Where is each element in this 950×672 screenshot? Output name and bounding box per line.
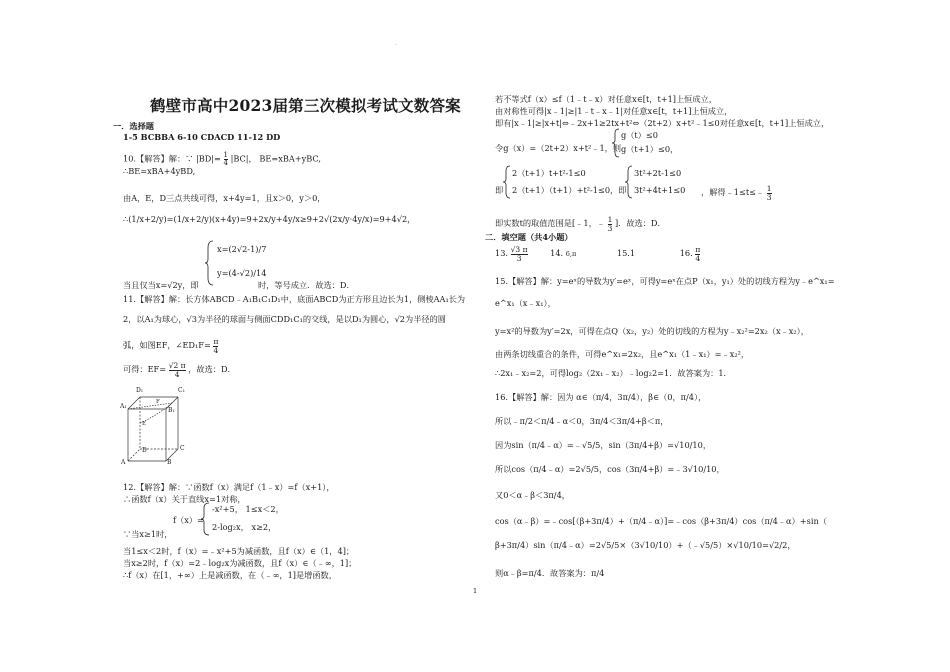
- q16-line2: 所以﹣π/2＜π/4﹣α＜0，3π/4＜3π/4+β＜π，: [495, 416, 669, 426]
- fill-15-answer: 15.1: [616, 248, 636, 258]
- fill-16-label: 16.: [679, 248, 693, 258]
- q12-line5: 当x≥2时，f（x）=2﹣log₂x为减函数，且f（x）∈（﹣∞，1]；: [123, 558, 357, 568]
- q16-line7: β+3π/4）sin（π/4﹣α）=2√5/5×（3√10/10）+（﹣√5/5）×√10/10=√2/2，: [495, 540, 796, 550]
- q11-frac-root2pi-4: $\frac{√2 \pi}{4}$: [168, 361, 186, 379]
- page-number: 1: [473, 587, 478, 595]
- q12-line4: 当1≤x＜2时，f（x）=﹣x²+5为减函数，且f（x）∈（1，4]；: [123, 546, 355, 556]
- q15-line1: 15.【解答】解：y=eˣ的导数为y′=eˣ，可得y=eˣ在点P（x₁，y₁）处的切线方程为y﹣e^x₁=: [495, 276, 835, 286]
- label-c1: C₁: [178, 387, 185, 394]
- label-c: C: [180, 445, 185, 452]
- q12c-s2a: 3t²+2t-1≤0: [634, 168, 682, 178]
- q15-line4: 由两条切线重合的条件，可得e^x₁=2x₂，且e^x₁（1﹣x₁）=﹣x₂²，: [495, 349, 750, 359]
- q10-line3: 由A，E，D三点共线可得，x+4y=1，且x＞0，y＞0，: [123, 193, 326, 203]
- q12-line1: 12.【解答】解：∵函数f（x）满足f（1﹣x）=f（x+1），: [123, 482, 335, 492]
- left-brace-icon: [503, 165, 511, 199]
- label-b: B: [167, 459, 172, 466]
- right-column: [475, 0, 950, 672]
- q12-line2: ∴函数f（x）关于直线x=1对称，: [123, 494, 246, 504]
- q12c-s1a: 2（t+1）t+t²-1≤0: [512, 168, 586, 178]
- q12c-s2b: 3t²+4t+1≤0: [634, 185, 686, 195]
- q16-line4: 所以cos（π/4﹣α）=2√5/5，cos（3π/4+β）=﹣3√10/10，: [495, 464, 725, 474]
- q12c-g2: g（t+1）≤0，: [621, 144, 679, 154]
- q12c-line2: 由对称性可得|x﹣1|≥|1﹣t﹣x﹣1|对任意x∈[t，t+1]上恒成立，: [495, 106, 733, 116]
- q12c-frac-1-3: $\frac{1}{3}$: [766, 184, 772, 202]
- q16-line1: 16.【解答】解：因为 α∈（π/4，3π/4），β∈（0，π/4），: [495, 392, 707, 402]
- q15-line5: ∴2x₁﹣x₂=2，可得log₂（2x₁﹣x₂）﹣log₂2=1．故答案为：1．: [495, 368, 732, 378]
- cuboid-diagram: [118, 387, 196, 469]
- q10-be: BE=xBA+yBC,: [259, 153, 321, 164]
- q15-line2: e^x₁（x﹣x₁），: [495, 298, 556, 308]
- left-brace-icon: [625, 165, 633, 199]
- q12c-g1: g（t）≤0: [621, 130, 658, 140]
- section-heading-choice: 一．选择题: [113, 121, 154, 131]
- label-a1: A₁: [120, 403, 127, 410]
- label-a: A: [121, 459, 126, 466]
- q10-intro: 10.【解答】解：∵: [123, 153, 194, 164]
- section-heading-fill: 二．填空题（共4小题）: [485, 232, 573, 242]
- page-title: 鹤壁市高中2023届第三次模拟考试文数答案: [150, 96, 461, 115]
- q16-line6: cos（α﹣β）=﹣cos[（β+3π/4）+（π/4﹣α）]=﹣cos（β+3π/4）cos（π/4﹣α）+sin（: [495, 516, 827, 526]
- label-f: F: [156, 399, 160, 405]
- q12-fx: f（x）=: [173, 515, 204, 525]
- fill-answers: [495, 246, 700, 262]
- q11-choice: ，故选：D．: [188, 364, 236, 374]
- q12c-line3: 即有|x﹣1|≥|x+t|⇔﹣2x+1≥2tx+t²⇔（2t+2）x+t²﹣1≤0对任意x∈[t，t+1]上恒成立，: [495, 118, 830, 128]
- q12-line3: ∵当x≥1时，: [123, 529, 173, 539]
- top-mark: .: [395, 40, 397, 47]
- label-e: E: [142, 421, 147, 427]
- left-brace-icon: [612, 128, 620, 158]
- label-b1: B₁: [168, 407, 175, 414]
- label-d1: D₁: [136, 387, 144, 394]
- q12-piece1: -x²+5， 1≤x＜2，: [212, 504, 284, 514]
- q12c-solve: ，解得﹣1≤t≤﹣: [701, 187, 765, 197]
- q11-line2: 2，以A₁为球心，√3为半径的球面与侧面CDD₁C₁的交线，是以D₁为圆心，√2为半径的圆: [123, 314, 446, 324]
- q10-line2: ∴BE=xBA+4yBD,: [123, 166, 196, 176]
- q12-line6: ∴f（x）在[1，+∞）上是减函数，在（﹣∞，1]是增函数，: [123, 570, 337, 580]
- q12c-choice: ]．故选：D．: [614, 218, 666, 228]
- q10-line1: [123, 152, 321, 167]
- choice-answers: 1-5 BCBBA 6-10 CDACD 11-12 DD: [123, 132, 281, 142]
- left-brace-icon: [205, 240, 215, 286]
- q11-result: 可得：EF=: [123, 364, 167, 374]
- q12c-line5a: 即: [495, 185, 504, 195]
- q16-line8: 则α﹣β=π/4．故答案为：π/4: [495, 568, 605, 578]
- fill-13-label: 13.: [495, 248, 509, 258]
- q12c-frac-1-3b: $\frac{1}{3}$: [607, 215, 613, 233]
- q10-line5a: 当且仅当x=√2y，即: [123, 280, 199, 290]
- fill-13-answer: $\frac{√3 \pi}{3}$: [510, 245, 528, 263]
- fill-14-answer: 6,π: [565, 250, 577, 258]
- q12-piece2: 2-log₂x， x≥2，: [212, 522, 277, 532]
- q11-line1: 11.【解答】解：长方体ABCD﹣A₁B₁C₁D₁中，底面ABCD为正方形且边长为1，侧棱AA₁长为: [123, 294, 466, 304]
- q10-line5b: 时，等号成立．故选：D．: [258, 280, 355, 290]
- q12c-line6: [495, 216, 666, 232]
- q12c-line5c: [701, 185, 772, 201]
- fill-14-label: 14.: [550, 248, 564, 258]
- q16-line3: 因为sin（π/4﹣α）=﹣√5/5，sin（3π/4+β）=√10/10，: [495, 440, 712, 450]
- q10-bc: |BC|，: [230, 153, 257, 164]
- q12c-s1b: 2（t+1）（t+1）+t²-1≤0: [512, 185, 611, 195]
- q12c-range: 即实数t的取值范围是[﹣1，﹣: [495, 218, 605, 228]
- q11-arc-text: 弧，如图EF，∠ED₁F=: [123, 340, 211, 350]
- q11-frac-pi-4: $\frac{\pi}{4}$: [213, 337, 219, 355]
- q10-sys-y: y=(4-√2)/14: [217, 268, 267, 278]
- q10-bd: |BD|=: [195, 153, 221, 164]
- q16-line5: 又0＜α﹣β＜3π/4，: [495, 490, 570, 500]
- q10-frac-1-4: $\frac{1}{4}$: [223, 151, 228, 167]
- left-brace-icon: [201, 502, 211, 536]
- q12c-line1: 若不等式f（x）≤f（1﹣t﹣x）对任意x∈[t，t+1]上恒成立，: [495, 94, 717, 104]
- q11-line4: [123, 362, 236, 378]
- fill-16-answer: $\frac{\pi}{4}$: [695, 245, 701, 263]
- label-d: D: [142, 447, 147, 454]
- q11-line3: [123, 338, 218, 354]
- q10-line4: ∴(1/x+2/y)=(1/x+2/y)(x+4y)=9+2x/y+4y/x≥9+2√(2x/y·4y/x)=9+4√2，: [123, 214, 416, 224]
- q12c-line5b: ，即: [610, 185, 627, 195]
- q10-sys-x: x=(2√2-1)/7: [217, 244, 267, 254]
- q15-line3: y=x²的导数为y′=2x，可得在点Q（x₂，y₂）处的切线的方程为y﹣x₂²=2x₂（x﹣x₂），: [495, 326, 809, 336]
- q12c-line4: 令g（x）=（2t+2）x+t²﹣1，则: [495, 143, 622, 153]
